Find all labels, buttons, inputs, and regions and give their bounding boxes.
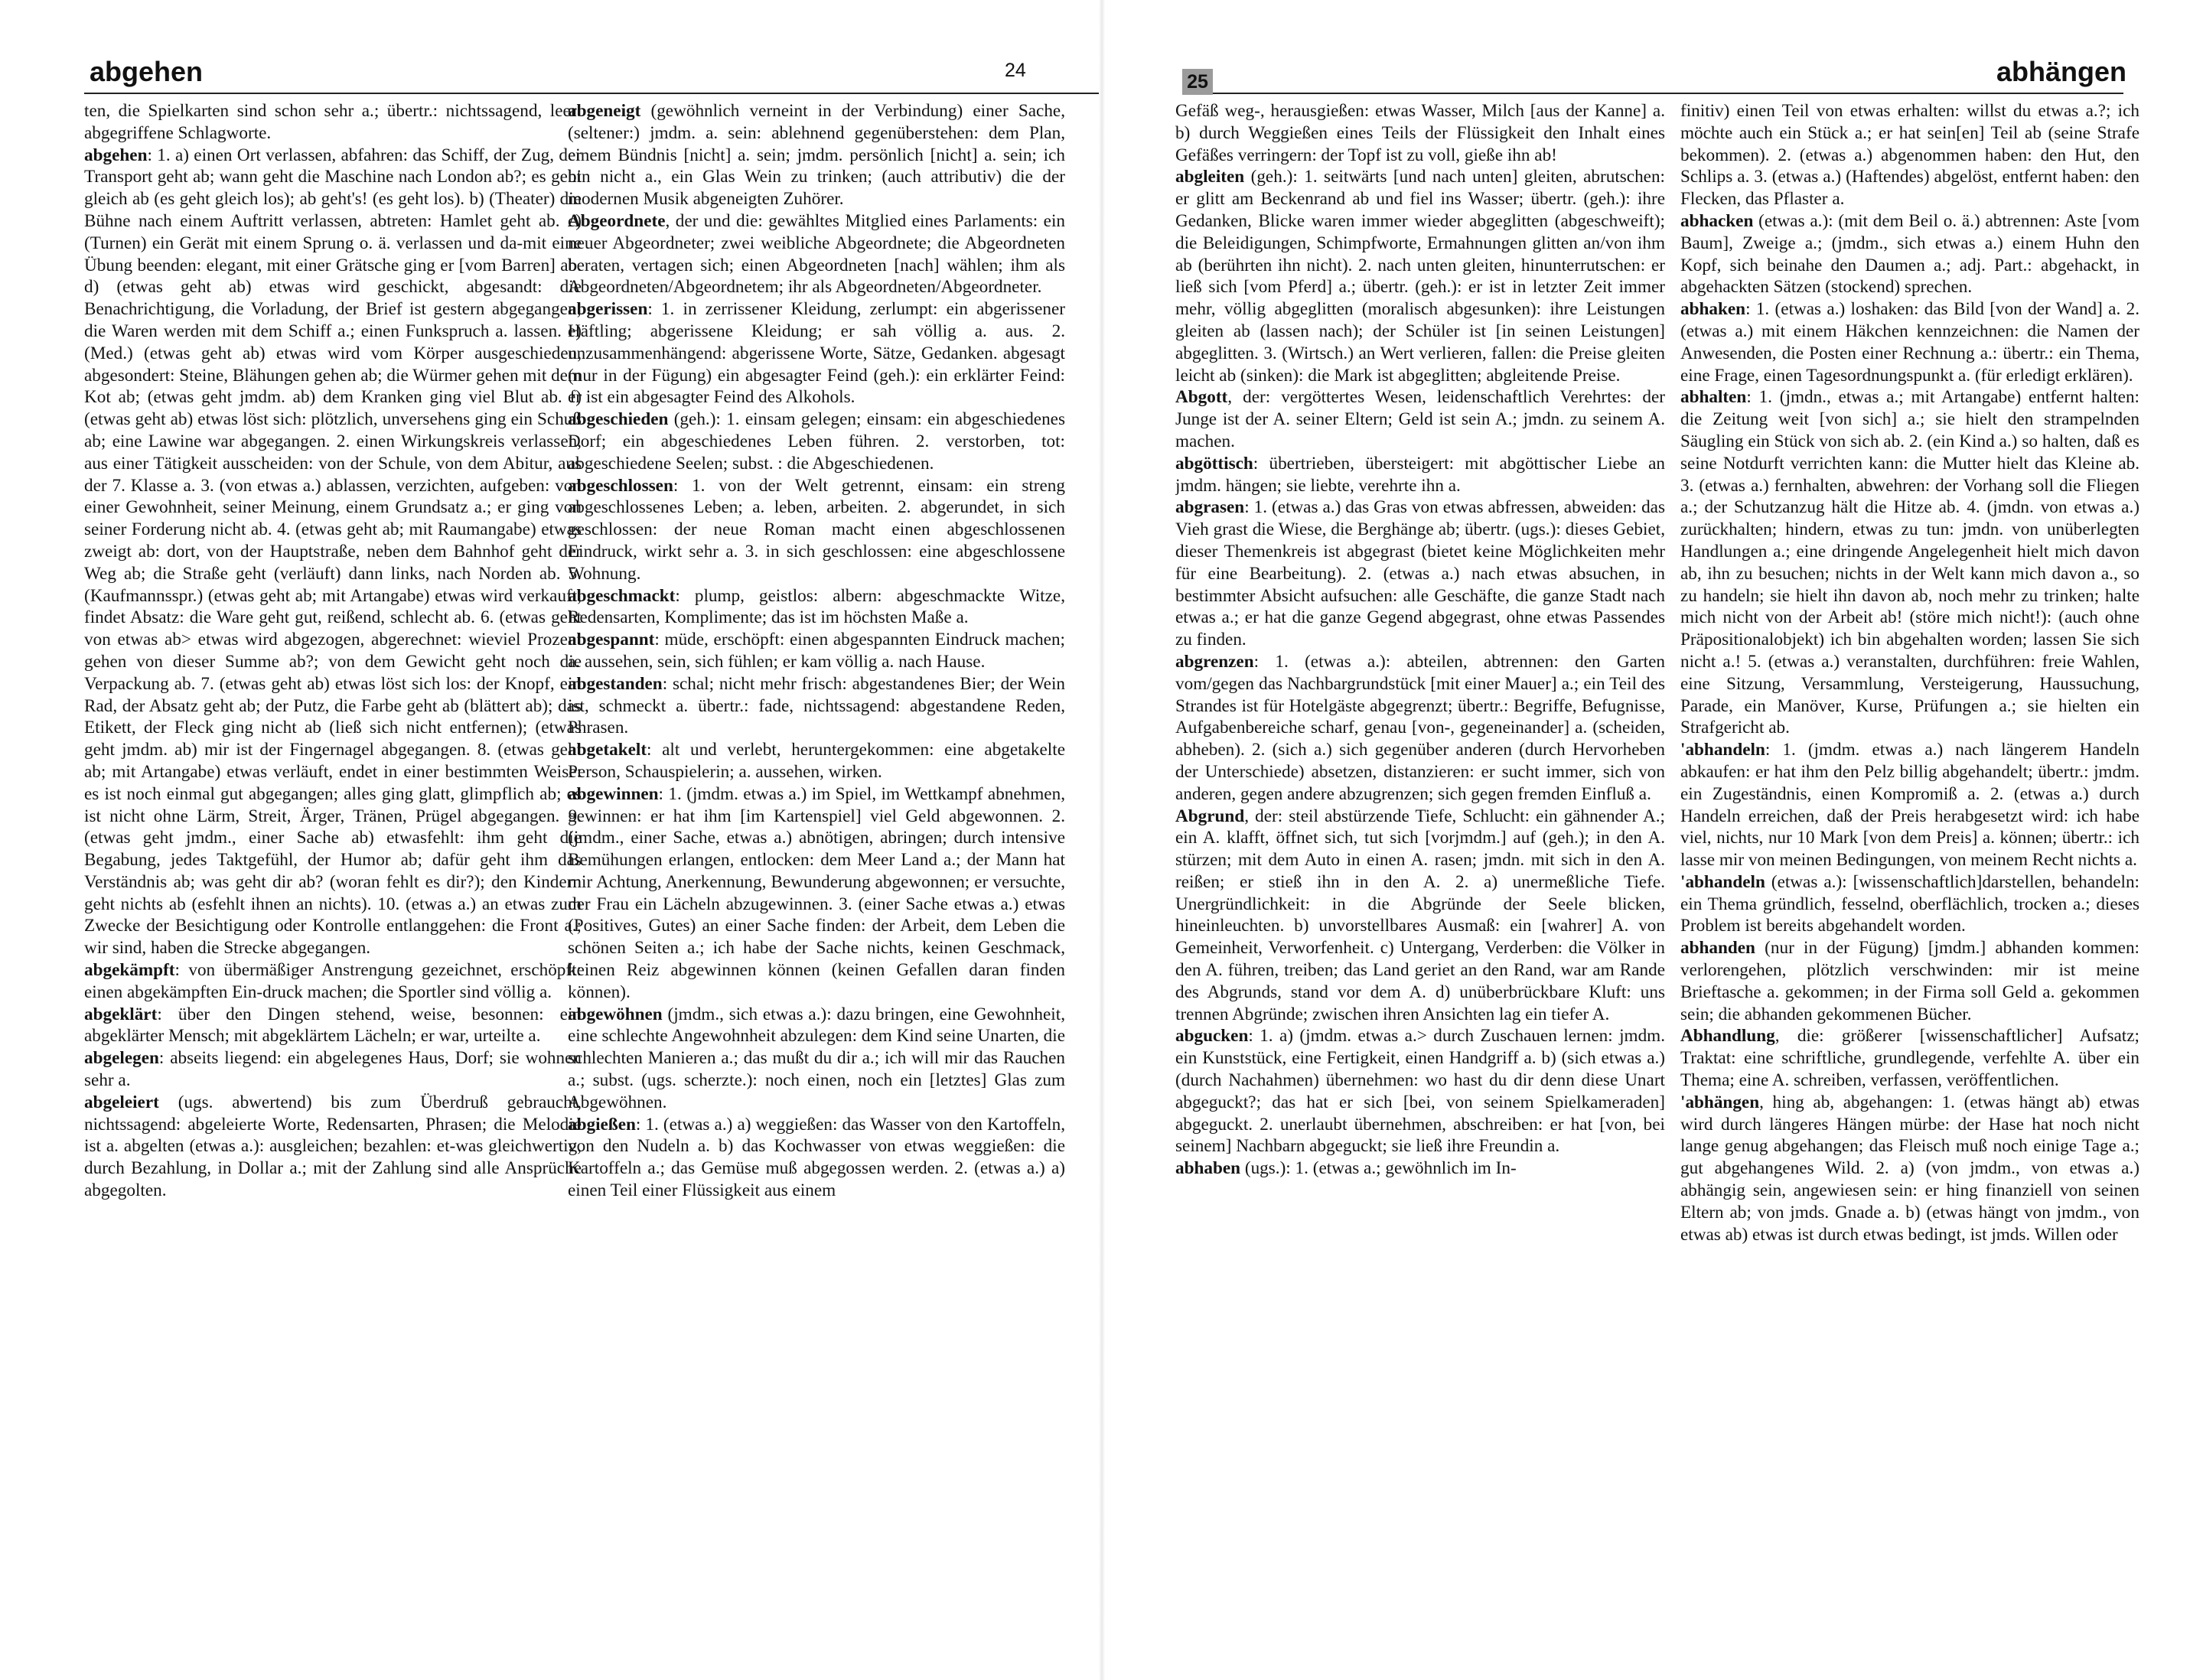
entry-headword: abgestanden — [568, 673, 663, 694]
entry-headword: Abgrund — [1175, 806, 1245, 826]
entry-headword: abgeschlossen — [568, 475, 673, 496]
dictionary-entry: abgelegen: abseits liegend: ein abgelegenes Haus, Dorf; sie wohnen sehr a. — [84, 1048, 582, 1091]
entry-headword: abgrenzen — [1175, 651, 1254, 672]
left-column-2 — [568, 100, 1065, 1653]
right-column-2 — [1680, 100, 2139, 1653]
dictionary-entry: abgöttisch: übertrieben, übersteigert: mit abgöttischer Liebe an jmdm. hängen; sie liebte, verehrte ihn a. — [1175, 453, 1665, 496]
dictionary-entry: abhanden (nur in der Fügung) [jmdm.] abhanden kommen: verlorengehen, plötzlich verschwinden: mir ist meine Brieftasche a. gekommen; in der Firma soll Geld a. gekommen sein; die abhanden gekommenen Bücher. — [1680, 938, 2139, 1024]
entry-headword: Abhandlung — [1680, 1026, 1775, 1047]
dictionary-entry: abgetakelt: alt und verlebt, heruntergekommen: eine abgetakelte Person, Schauspielerin; a. aussehen, wirken. — [568, 740, 1065, 782]
dictionary-entry: abgewöhnen (jmdm., sich etwas a.): dazu bringen, eine Gewohnheit, eine schlechte Angewohnheit abzulegen: dem Kind seine Unarten, die schlechten Manieren a.; das mußt du dir a.; ich will mir das Rauchen a.; subst. (ugs. scherzte.): noch einen, noch ein [letztes] Glas zum Abgewöhnen. — [568, 1004, 1065, 1112]
entry-headword: abgewinnen — [568, 783, 659, 804]
entry-headword: abhaben — [1175, 1158, 1241, 1179]
dictionary-entry: 'abhandeln (etwas a.): [wissenschaftlich]darstellen, behandeln: ein Thema gründlich, fesselnd, oberflächlich, trocken a.; dieses Problem ist bereits abgehandelt worden. — [1680, 871, 2139, 936]
dictionary-entry: abhacken (etwas a.): (mit dem Beil o. ä.) abtrennen: Aste [vom Baum], Zweige a.; (jmdm., sich etwas a.) einem Huhn den Kopf, sich beinahe den Daumen a.; adj. Part.: abgehackt, in abgehackten Sätzen (stockend) sprechen. — [1680, 210, 2139, 298]
dictionary-entry: abgerissen: 1. in zerrissener Kleidung, zerlumpt: ein abgerissener Häftling; abgerissene Kleidung; er sah völlig a. aus. 2. unzusammenhängend: abgerissene Worte, Sätze, Gedanken. abgesagt (nur in der Fügung) ein abgesagter Feind (geh.): ein erklärter Feind: er ist ein abgesagter Feind des Alkohols. — [568, 299, 1065, 408]
right-page — [1102, 0, 2203, 1680]
dictionary-entry: abgeschieden (geh.): 1. einsam gelegen; einsam: ein abgeschiedenes Dorf; ein abgeschiedenes Leben führen. 2. verstorben, tot: abgeschiedene Seelen; subst. : die Abgeschiedenen. — [568, 409, 1065, 474]
left-column-1 — [84, 100, 582, 1653]
right-running-head: abhängen — [1996, 56, 2126, 87]
entry-headword: abgespannt — [568, 630, 655, 650]
dictionary-entry: Abgeordnete, der und die: gewähltes Mitglied eines Parlaments: ein neuer Abgeordneter; zwei weibliche Abgeordnete; die Abgeordneten beraten, vertagen sich; einen Abgeordneten [nach] wählen; ihm als Abgeordneten/Abgeordnetem; ihr als Abgeordneten/Abgeordneter. — [568, 210, 1065, 298]
dictionary-entry: abgeklärt: über den Dingen stehend, weise, besonnen: ein abgeklärter Mensch; mit abgeklärtem Lächeln; er war, urteilte a. — [84, 1004, 582, 1047]
entry-headword: abhalten — [1680, 387, 1747, 408]
dictionary-entry: Abgrund, der: steil abstürzende Tiefe, Schlucht: ein gähnender A.; ein A. klafft, öffnet sich, tut sich [vorjmdm.] auf (geh.); in den A. stürzen; mit dem Auto in einen A. rasen; jmdn. mit sich in den A. reißen; er stieß ihn in den A. 2. a) unermeßliche Tiefe. Unergründlichkeit: in die Abgründe der Seele blicken, hineinleuchten. b) unvorstellbares Ausmaß: ein [wahrer] A. von Gemeinheit, Verworfenheit. c) Untergang, Verderben: die Völker in den A. führen, treiben; das Land geriet an den Rand, war am Rande des Abgrunds, stand vor dem A. d) unüberbrückbare Kluft: uns trennen Abgründe; zwischen ihren Ansichten lag ein tiefer A. — [1175, 806, 1665, 1024]
dictionary-entry: abgestanden: schal; nicht mehr frisch: abgestandenes Bier; der Wein ist, schmeckt a. übertr.: fade, nichtssagend: abgestandene Reden, Phrasen. — [568, 673, 1065, 738]
entry-headword: abhanden — [1680, 938, 1755, 959]
entry-headword: abhaken — [1680, 299, 1746, 320]
dictionary-entry: abgekämpft: von übermäßiger Anstrengung gezeichnet, erschöpft: einen abgekämpften Ein-druck machen; die Sportler sind völlig a. — [84, 960, 582, 1002]
dictionary-entry: abhaben (ugs.): 1. (etwas a.; gewöhnlich im In- — [1175, 1158, 1517, 1179]
left-running-head: abgehen — [90, 56, 204, 87]
entry-headword: abhacken — [1680, 210, 1754, 231]
right-column-1 — [1175, 100, 1665, 1653]
entry-headword: abgekämpft — [84, 960, 175, 981]
left-page-number: 24 — [1005, 60, 1026, 81]
dictionary-entry: 'abhängen, hing ab, abgehangen: 1. (etwas hängt ab) etwas wird durch längeres Hängen mürbe: der Hase hat noch nicht lange genug abgehangen; das Fleisch muß noch einige Tage a.; gut abgehangenes Wild. 2. a) (von jmdm., von etwas a.) abhängig sein, angewiesen sein: er hing finanziell von seinen Eltern ab; von jmds. Gnade a. b) (etwas hängt von jmdm., von etwas ab) etwas ist durch etwas bedingt, ist jmds. Willen oder — [1680, 1092, 2139, 1245]
dictionary-entry: Abgott, der: vergöttertes Wesen, leidenschaftlich Verehrtes: der Junge ist der A. seiner Eltern; Geld ist sein A.; jmdn. zu seinem A. machen. — [1175, 387, 1665, 451]
dictionary-entry: abgehen: 1. a) einen Ort verlassen, abfahren: das Schiff, der Zug, der Transport geht ab; wann geht die Maschine nach London ab?; es geht gleich ab (es geht gleich los); ab geht's! (es geht los). b) (Theater) die Bühne nach einem Auftritt verlassen, abtreten: Hamlet geht ab. c) (Turnen) ein Gerät mit einem Sprung o. ä. verlassen und da-mit eine Übung beenden: elegant, mit einer Grätsche ging er [vom Barren] ab. d) (etwas geht ab) etwas wird geschickt, abgesandt: die Benachrichtigung, die Vorladung, der Brief ist gestern abgegangen; die Waren werden mit dem Schiff a.; einen Funkspruch a. lassen. e) (Med.) (etwas geht ab) etwas wird vom Körper ausgeschieden, abgesondert: Steine, Blähungen gehen ab; die Würmer gehen mit dem Kot ab; (etwas geht jmdm. ab) dem Kranken ging viel Blut ab. f) (etwas geht ab) etwas löst sich: plötzlich, unversehens ging ein Schuß ab; eine Lawine war abgegangen. 2. einen Wirkungskreis verlassen, aus einer Tätigkeit ausscheiden: von der Schule, von dem Abitur, aus der 7. Klasse a. 3. (von etwas a.) ablassen, verzichten, aufgeben: von einer Gewohnheit, seiner Meinung, einem Grundsatz a.; er ging von seiner Forderung nicht ab. 4. (etwas geht ab; mit Raumangabe) etwas zweigt ab: dort, von der Hauptstraße, neben dem Bahnhof geht der Weg ab; die Straße geht (verläuft) dann links, nach Norden ab. 5. (Kaufmannsspr.) (etwas geht ab; mit Artangabe) etwas wird verkauft, findet Absatz: die Ware geht gut, reißend, schlecht ab. 6. (etwas geht von etwas ab> etwas wird abgezogen, abgerechnet: wieviel Prozent gehen von dieser Summe ab?; von dem Gewicht geht noch die Verpackung ab. 7. (etwas geht ab) etwas löst sich los: der Knopf, ein Rad, der Absatz geht ab; der Putz, die Farbe geht ab (blättert ab); das Etikett, der Fleck ging nicht ab (ließ sich nicht entfernen); (etwas geht jmdm. ab) mir ist der Fingernagel abgegangen. 8. (etwas geht ab; mit Artangabe) etwas verläuft, endet in einer bestimmten Weise: es ist noch einmal gut abgegangen; alles ging glatt, glimpflich ab; es ist nicht ohne Lärm, Streit, Ärger, Tränen, Prügel abgegangen. 9. (etwas geht jmdm., einer Sache ab) etwasfehlt: ihm geht die Begabung, jedes Taktgefühl, der Humor ab; dafür geht ihm das Verständnis ab; was geht dir ab? (woran fehlt es dir?); den Kindern geht nichts ab (esfehlt ihnen an nichts). 10. (etwas a.) an etwas zum Zwecke der Besichtigung oder Kontrolle entlanggehen: die Front a.; wir sind, haben die Strecke abgegangen. — [84, 145, 582, 959]
dictionary-entry: Abhandlung, die: größerer [wissenschaftlicher] Aufsatz; Traktat: eine schriftliche, grundlegende, verfehlte A. über ein Thema; eine A. schreiben, verfassen, veröffentlichen. — [1680, 1026, 2139, 1091]
dictionary-entry: abhalten: 1. (jmdn., etwas a.; mit Artangabe) entfernt halten: die Zeitung weit [von sich] a.; sie hielt den strampelnden Säugling ein Stück von sich ab. 2. (ein Kind a.) so halten, daß es seine Notdurft verrichten kann: die Mutter hielt das Kleine ab. 3. (etwas a.) fernhalten, abwehren: der Vorhang soll die Fliegen a.; der Schutzanzug hält die Hitze ab. 4. (jmdn. von etwas a.) zurückhalten; hindern, etwas zu tun: jmdn. von unüberlegten Handlungen a.; eine dringende Angelegenheit hielt mich davon ab, ihn zu besuchen; nichts in der Welt kann mich davon a., so zu handeln; sie hielt ihn davon ab, noch mehr zu trinken; halte mich nicht von der Arbeit ab! (störe mich nicht!): (auch ohne Präpositionalobjekt) ich bin abgehalten worden; lassen Sie sich nicht a.! 5. (etwas a.) veranstalten, durchführen: freie Wahlen, eine Sitzung, Versammlung, Versteigerung, Haussuchung, Parade, ein Manöver, Kurse, Prüfungen a.; sie hielten ein Strafgericht ab. — [1680, 387, 2139, 738]
dictionary-entry: abgeschlossen: 1. von der Welt getrennt, einsam: ein streng abgeschlossenes Leben; a. leben, arbeiten. 2. abgerundet, in sich geschlossen: der neue Roman macht einen abgeschlossenen Eindruck, wirkt sehr a. 3. in sich geschlossen: eine abgeschlossene Wohnung. — [568, 475, 1065, 584]
dictionary-entry: abgeneigt (gewöhnlich verneint in der Verbindung) einer Sache, (seltener:) jmdm. a. sein: ablehnend gegenüberstehen: dem Plan, einem Bündnis [nicht] a. sein; jmdm. persönlich [nicht] a. sein; ich bin nicht a., ein Glas Wein zu trinken; (auch attributiv) die der modernen Musik abgeneigten Zuhörer. — [568, 101, 1065, 210]
entry-headword: abgleiten — [1175, 167, 1245, 187]
entry-headword: abgehen — [84, 145, 148, 165]
entry-headword: abgeschieden — [568, 409, 669, 430]
entry-headword: abgeleiert — [84, 1092, 159, 1112]
dictionary-entry: Gefäß weg-, herausgießen: etwas Wasser, Milch [aus der Kanne] a. b) durch Weggießen eines Teils der Flüssigkeit den Inhalt eines Gefäßes verringern: der Topf ist zu voll, gieße ihn ab! — [1175, 101, 1665, 165]
entry-headword: 'abhandeln — [1680, 871, 1765, 892]
entry-headword: 'abhängen — [1680, 1092, 1760, 1112]
dictionary-entry: abhaken: 1. (etwas a.) loshaken: das Bild [von der Wand] a. 2. (etwas a.) mit einem Häkchen kennzeichnen: die Namen der Anwesenden, die Posten einer Rechnung a.: übertr.: ein Thema, eine Frage, einen Tagesordnungspunkt a. (für erledigt erklären). — [1680, 299, 2139, 386]
dictionary-entry: abgespannt: müde, erschöpft: einen abgespannten Eindruck machen; a. aussehen, sein, sich fühlen; er kam völlig a. nach Hause. — [568, 630, 1065, 672]
entry-headword: 'abhandeln — [1680, 740, 1765, 760]
dictionary-entry: finitiv) einen Teil von etwas erhalten: willst du etwas a.?; ich möchte auch ein Stück a.; er hat sein[en] Teil ab (seine Strafe bekommen). 2. (etwas a.) abgenommen haben: den Hut, den Schlips a. 3. (etwas a.) (Haftendes) abgelöst, entfernt haben: den Flecken, das Pflaster a. — [1680, 101, 2139, 210]
dictionary-entry: abgießen: 1. (etwas a.) a) weggießen: das Wasser von den Kartoffeln, von den Nudeln a. b) das Kochwasser von etwas weggießen: die Kartoffeln a.; das Gemüse muß abgegossen werden. 2. (etwas a.) a) einen Teil einer Flüssigkeit aus einem — [568, 1114, 1065, 1201]
entry-headword: abgetakelt — [568, 740, 647, 760]
dictionary-entry: ten, die Spielkarten sind schon sehr a.; übertr.: nichtssagend, leer: abgegriffene Schlagworte. — [84, 101, 582, 143]
entry-headword: abgrasen — [1175, 497, 1245, 518]
entry-headword: Abgeordnete — [568, 210, 666, 231]
dictionary-entry: abgleiten (geh.): 1. seitwärts [und nach unten] gleiten, abrutschen: er glitt am Beckenrand ab und fiel ins Wasser; übertr. (geh.): ihre Gedanken, Blicke waren immer wieder abgeglitten (abgeschweift); die Beleidigungen, Schimpfworte, Ermahnungen glitten an/von ihm ab (berührten ihn nicht). 2. nach unten gleiten, hinunterrutschen: er ließ sich [vom Pferd] a.; übertr. (geh.): er ist in letzter Zeit immer mehr, völlig abgeglitten (moralisch abgesunken): ihre Leistungen gleiten ab (lassen nach); der Schüler ist [in seinen Leistungen] abgeglitten. 3. (Wirtsch.) an Wert verlieren, fallen: die Preise gleiten leicht ab (sinken): die Mark ist abgeglitten; abgleitende Preise. — [1175, 167, 1665, 386]
dictionary-entry: abgeschmackt: plump, geistlos: albern: abgeschmackte Witze, Redensarten, Komplimente; das ist im höchsten Maße a. — [568, 585, 1065, 628]
entry-headword: abgeschmackt — [568, 585, 676, 606]
dictionary-entry: abgewinnen: 1. (jmdm. etwas a.) im Spiel, im Wettkampf abnehmen, gewinnen: er hat ihm [im Kartenspiel] viel Geld abgewonnen. 2. (jmdm., einer Sache, etwas a.) abnötigen, abringen; durch intensive Bemühungen erlangen, entlocken: dem Meer Land a.; der Mann hat mir Achtung, Anerkennung, Bewunderung abgewonnen; er versuchte, der Frau ein Lächeln abzugewinnen. 3. (einer Sache etwas a.) etwas (Positives, Gutes) an einer Sache finden: der Arbeit, dem Leben die schönen Seiten a.; ich habe der Sache nichts, keinen Geschmack, keinen Reiz abgewinnen können (keinen Gefallen daran finden können). — [568, 783, 1065, 1002]
entry-headword: abgießen — [568, 1114, 636, 1135]
entry-headword: abgöttisch — [1175, 453, 1253, 474]
entry-headword: abgerissen — [568, 299, 648, 320]
entry-headword: Abgott — [1175, 387, 1228, 408]
entry-headword: abgelegen — [84, 1048, 159, 1069]
left-header-rule — [84, 93, 1099, 94]
entry-headword: abgucken — [1175, 1026, 1249, 1047]
dictionary-entry: abgucken: 1. a) (jmdm. etwas a.> durch Zuschauen lernen: jmdm. ein Kunststück, eine Fertigkeit, einen Handgriff a. b) (sich etwas a.) (durch Nachahmen) übernehmen: wo hast du dir denn diese Unart abgeguckt?; das hat er sich [bei, von seinem Spielkameraden] abgeguckt. 2. unerlaubt übernehmen, abschreiben: er hat [von, bei seinem] Nachbarn abgeguckt; sie ließ ihre Freundin a. — [1175, 1026, 1665, 1157]
right-page-number: 25 — [1182, 69, 1213, 95]
right-header-rule — [1213, 93, 2123, 94]
entry-headword: abgewöhnen — [568, 1004, 663, 1024]
dictionary-entry: 'abhandeln: 1. (jmdm. etwas a.) nach längerem Handeln abkaufen: er hat ihm den Pelz billig abgehandelt; übertr.: jmdm. ein Zugeständnis, einen Kompromiß a. 2. (etwas a.) durch Handeln erreichen, daß der Preis herabgesetzt wird: ich habe viel, nichts, nur 10 Mark [von dem Preis] a. können; übertr.: ich lasse mir von meinen Bedingungen, von meinem Recht nichts a. — [1680, 740, 2139, 871]
left-page — [0, 0, 1101, 1680]
entry-headword: abgeneigt — [568, 101, 641, 121]
entry-headword: abgeklärt — [84, 1004, 158, 1024]
dictionary-entry: abgeleiert (ugs. abwertend) bis zum Überdruß gebraucht, nichtssagend: abgeleierte Worte, Redensarten, Phrasen; die Melodie ist a. abgelten (etwas a.): ausgleichen; bezahlen: et-was gleichwertig, durch Bezahlung, in Dollar a.; mit der Zahlung sind alle Ansprüche abgegolten. — [84, 1092, 582, 1201]
dictionary-entry: abgrenzen: 1. (etwas a.): abteilen, abtrennen: den Garten vom/gegen das Nachbargrundstück [mit einer Mauer] a.; ein Teil des Strandes ist für Hotelgäste abgegrenzt; übertr.: Begriffe, Befugnisse, Aufgabenbereiche scharf, genau [von-, gegeneinander] a. (scheiden, abheben). 2. (sich a.) sich gegenüber anderen (durch Hervorheben der Unterschiede) absetzen, distanzieren: er sucht immer, sich von anderen, gegen andere abzugrenzen; sich gegen fremden Einfluß a. — [1175, 651, 1665, 804]
dictionary-entry: abgrasen: 1. (etwas a.) das Gras von etwas abfressen, abweiden: das Vieh grast die Wiese, die Berghänge ab; übertr. (ugs.): dieses Gebiet, dieser Themenkreis ist abgegrast (bietet keine Möglichkeiten mehr für eine Bearbeitung). 2. (etwas a.) nach etwas absuchen, in bestimmter Absicht aufsuchen: alle Geschäfte, die ganze Stadt nach etwas a.; er hat die ganze Gegend abgegrast, ohne etwas Passendes zu finden. — [1175, 497, 1665, 650]
